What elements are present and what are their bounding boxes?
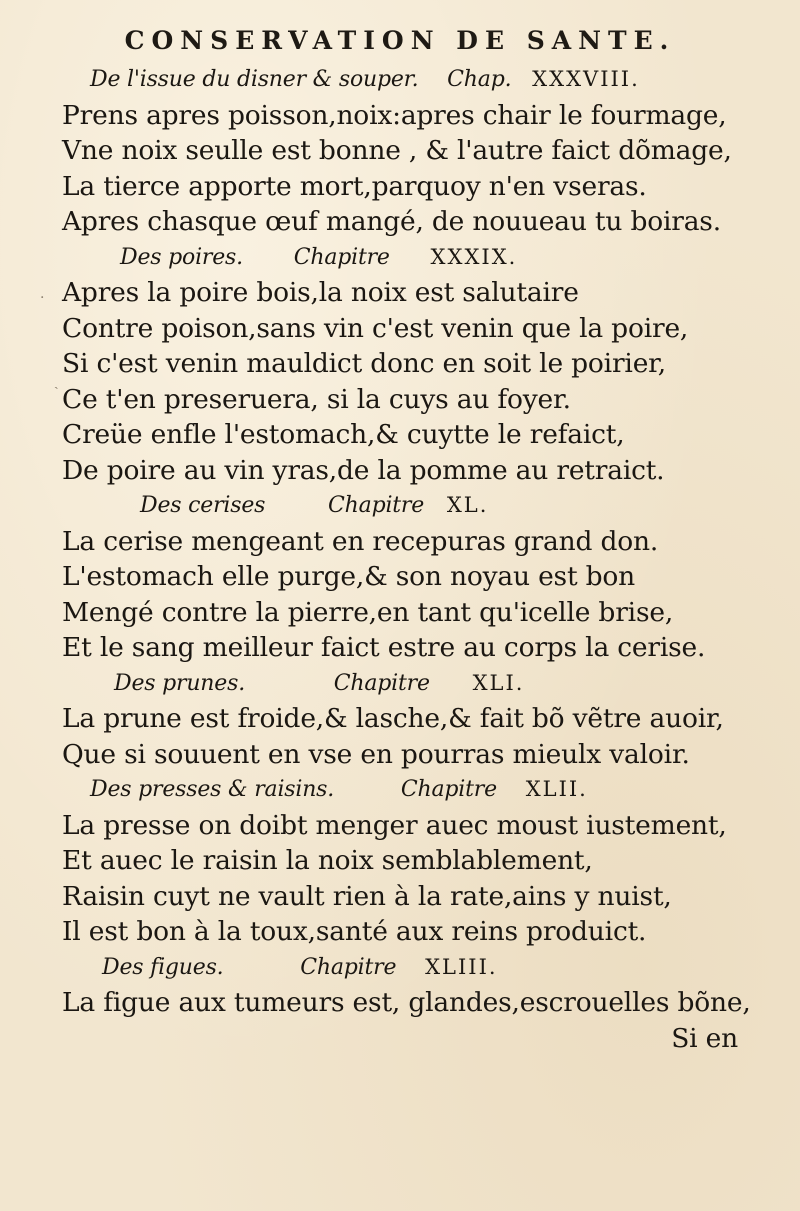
chapter-number: XLI.	[472, 670, 525, 695]
chapter-label: Chapitre	[293, 244, 390, 270]
chapter-number: XL.	[446, 493, 489, 517]
chapter-label: Chapitre	[400, 777, 497, 802]
chapter-heading	[62, 488, 752, 524]
chapter-label: Chap.	[447, 67, 512, 92]
chapter-title: Des prunes.	[114, 670, 245, 696]
verse-line: La figue aux tumeurs est, glandes,escrouelles bõne,	[62, 987, 751, 1018]
chapter-title: Des figues.	[102, 954, 224, 980]
verse-line: Apres la poire bois,la noix est salutaire	[62, 277, 579, 308]
chapter-number: XLII.	[525, 777, 588, 801]
text-block	[62, 62, 752, 1056]
verse-line: La tierce apporte mort,parquoy n'en vseras.	[62, 170, 647, 202]
chapter-title: Des presses & raisins.	[90, 777, 335, 802]
margin-speck: ·	[40, 290, 45, 306]
verse-line: Ce t'en preseruera, si la cuys au foyer.	[62, 383, 571, 415]
chapter-heading	[62, 240, 752, 276]
verse-line: Et auec le raisin la noix semblablement,	[62, 845, 593, 876]
running-head: CONSERVATION DE SANTE.	[124, 26, 676, 55]
verse-line: De poire au vin yras,de la pomme au retraict.	[62, 454, 665, 486]
chapter-title: De l'issue du disner & souper.	[90, 67, 419, 92]
verse-line: Prens apres poisson,noix:apres chair le fourmage,	[62, 99, 727, 131]
catchword: Si en	[671, 1022, 738, 1054]
chapter-label: Chapitre	[333, 670, 430, 696]
chapter-title: Des cerises	[140, 493, 266, 518]
verse-line: Il est bon à la toux,santé aux reins produict.	[62, 916, 647, 947]
verse-line: Vne noix seulle est bonne , & l'autre faict dõmage,	[62, 135, 732, 166]
verse-line: Et le sang meilleur faict estre au corps la cerise.	[62, 632, 706, 663]
verse-line: Mengé contre la pierre,en tant qu'icelle brise,	[62, 596, 674, 628]
verse-line: Creüe enfle l'estomach,& cuytte le refaict,	[62, 419, 625, 450]
verse-line: Que si souuent en vse en pourras mieulx valoir.	[62, 738, 690, 770]
verse-line: Contre poison,sans vin c'est venin que la poire,	[62, 312, 689, 344]
chapter-heading	[62, 950, 752, 986]
chapter-heading	[62, 62, 752, 98]
verse-line: Raisin cuyt ne vault rien à la rate,ains y nuist,	[62, 880, 672, 912]
verse-line: Apres chasque œuf mangé, de nouueau tu boiras.	[62, 206, 721, 237]
chapter-number: XXXIX.	[430, 244, 518, 269]
margin-speck: ˎ	[54, 374, 59, 390]
chapter-label: Chapitre	[300, 954, 397, 980]
verse-line: Si c'est venin mauldict donc en soit le poirier,	[62, 348, 666, 379]
verse-line: La prune est froide,& lasche,& fait bõ vẽtre auoir,	[62, 703, 724, 734]
verse-line: La cerise mengeant en recepuras grand don.	[62, 525, 659, 557]
verse-line: La presse on doibt menger auec moust iustement,	[62, 809, 727, 841]
chapter-number: XLIII.	[425, 954, 498, 979]
chapter-title: Des poires.	[120, 244, 243, 270]
chapter-number: XXXVIII.	[532, 67, 640, 91]
chapter-heading	[62, 772, 752, 808]
chapter-heading	[62, 666, 752, 702]
verse-line: L'estomach elle purge,& son noyau est bon	[62, 561, 636, 592]
chapter-label: Chapitre	[328, 493, 425, 518]
